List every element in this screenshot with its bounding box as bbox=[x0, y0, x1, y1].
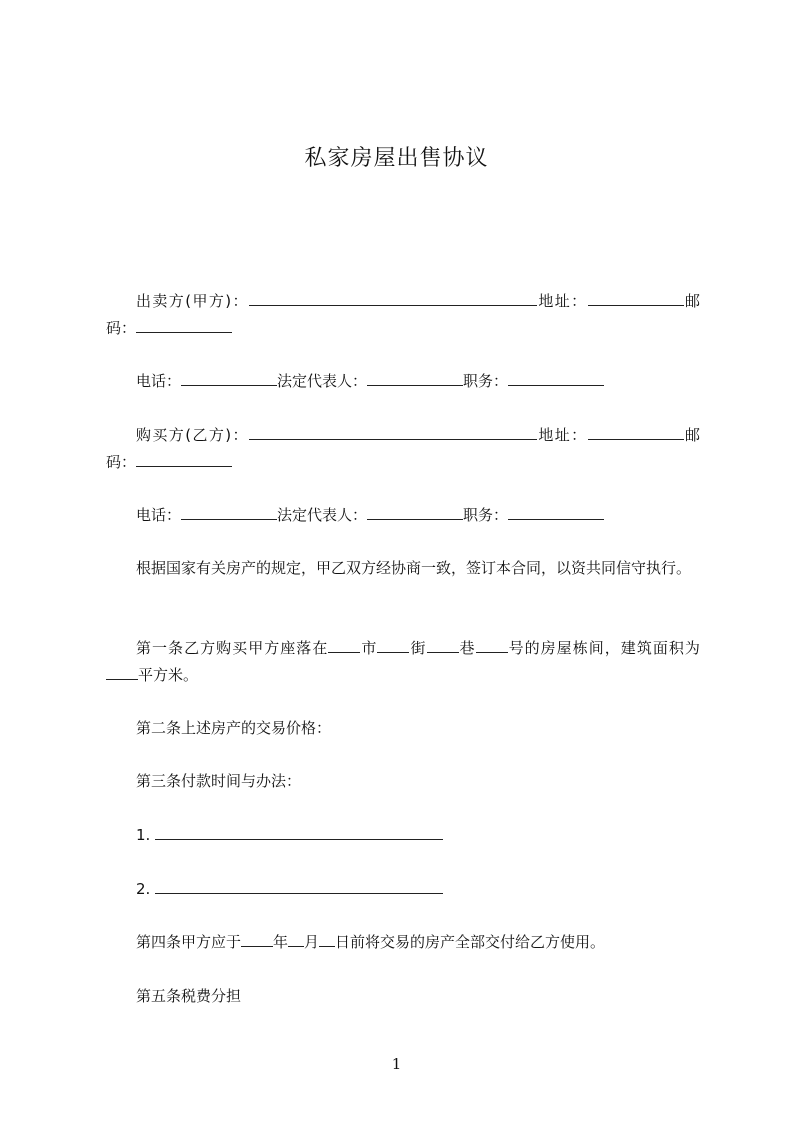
seller-position-label: 职务： bbox=[463, 372, 509, 390]
day-blank bbox=[319, 931, 335, 947]
area-blank bbox=[106, 664, 138, 680]
article-2: 第二条上述房产的交易价格： bbox=[136, 719, 332, 737]
item-2-number: 2. bbox=[136, 880, 151, 898]
month-blank bbox=[288, 931, 304, 947]
buyer-position-label: 职务： bbox=[463, 506, 509, 524]
seller-rep-label: 法定代表人： bbox=[277, 372, 368, 390]
seller-phone-label: 电话： bbox=[136, 372, 182, 390]
article-4-text-a: 第四条甲方应于 bbox=[136, 933, 242, 951]
buyer-rep-blank bbox=[367, 504, 463, 520]
city-blank bbox=[328, 637, 360, 653]
page-number: 1 bbox=[391, 1055, 402, 1073]
street-blank bbox=[377, 637, 409, 653]
item-2-blank bbox=[155, 878, 443, 894]
article-4 bbox=[136, 929, 730, 956]
article-1-text-b: 市 bbox=[360, 639, 378, 657]
payment-item-2 bbox=[136, 876, 730, 903]
buyer-address-label: 地址： bbox=[536, 426, 588, 444]
buyer-postcode-blank bbox=[136, 451, 232, 467]
article-3: 第三条付款时间与办法： bbox=[136, 772, 302, 790]
buyer-phone-label: 电话： bbox=[136, 506, 182, 524]
year-blank bbox=[241, 931, 273, 947]
lane-blank bbox=[427, 637, 459, 653]
seller-contact bbox=[136, 368, 730, 395]
seller-address-label: 地址： bbox=[536, 292, 588, 310]
buyer-position-blank bbox=[508, 504, 604, 520]
article-1-text-a: 第一条乙方购买甲方座落在 bbox=[136, 639, 329, 657]
buyer-info bbox=[106, 422, 700, 476]
article-4-text-b: 年 bbox=[273, 933, 289, 951]
seller-position-blank bbox=[508, 370, 604, 386]
article-1-text-f: 平方米。 bbox=[138, 666, 199, 684]
number-blank bbox=[476, 637, 508, 653]
seller-label: 出卖方(甲方)： bbox=[136, 292, 249, 310]
document-title: 私家房屋出售协议 bbox=[304, 146, 489, 171]
item-1-number: 1. bbox=[136, 826, 151, 844]
buyer-rep-label: 法定代表人： bbox=[277, 506, 368, 524]
article-4-text-c: 月 bbox=[304, 933, 320, 951]
seller-address-blank bbox=[588, 290, 684, 306]
buyer-contact bbox=[136, 502, 730, 529]
article-1-text-c: 街 bbox=[409, 639, 427, 657]
item-1-blank bbox=[155, 824, 443, 840]
buyer-name-blank bbox=[249, 424, 537, 440]
seller-postcode-blank bbox=[136, 317, 232, 333]
article-1 bbox=[106, 635, 700, 689]
article-4-text-d: 日前将交易的房产全部交付给乙方使用。 bbox=[335, 933, 606, 951]
payment-item-1 bbox=[136, 822, 730, 849]
buyer-address-blank bbox=[588, 424, 684, 440]
seller-info bbox=[106, 288, 700, 342]
seller-name-blank bbox=[249, 290, 537, 306]
buyer-phone-blank bbox=[181, 504, 277, 520]
seller-phone-blank bbox=[181, 370, 277, 386]
seller-rep-blank bbox=[367, 370, 463, 386]
article-1-text-e: 号的房屋栋间，建筑面积为 bbox=[507, 639, 700, 657]
article-1-text-d: 巷 bbox=[458, 639, 476, 657]
article-5: 第五条税费分担 bbox=[136, 987, 242, 1005]
buyer-postcode-label: 邮码： bbox=[106, 426, 700, 471]
buyer-label: 购买方(乙方)： bbox=[136, 426, 249, 444]
seller-postcode-label: 邮码： bbox=[106, 292, 700, 337]
preamble: 根据国家有关房产的规定，甲乙双方经协商一致，签订本合同，以资共同信守执行。 bbox=[136, 559, 692, 577]
